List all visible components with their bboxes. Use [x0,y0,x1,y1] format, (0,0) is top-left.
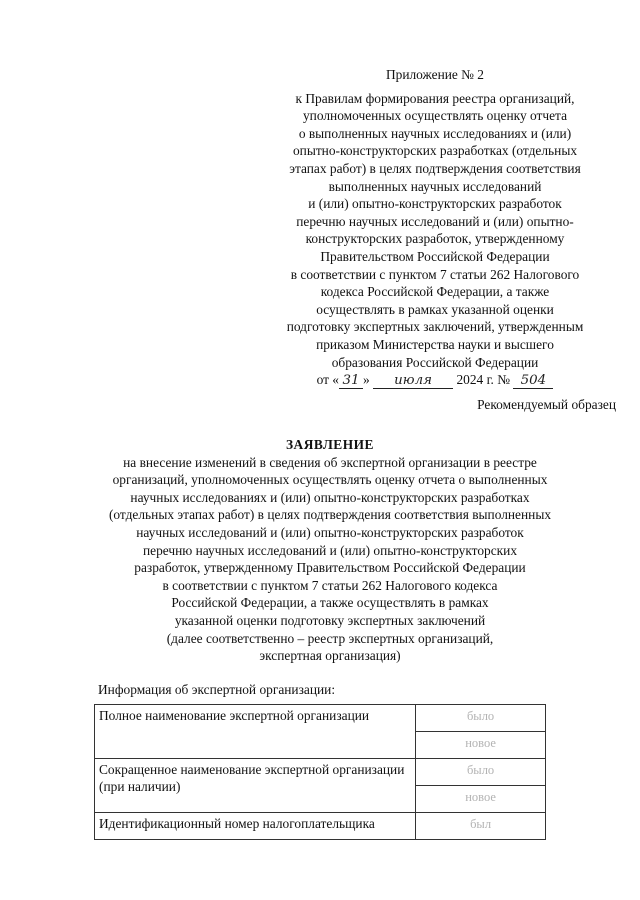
appendix-line: осуществлять в рамках указанной оценки [316,301,554,317]
field-name-full: Полное наименование экспертной организации [95,705,416,759]
statement-title: ЗАЯВЛЕНИЕ [285,437,374,452]
appendix-line: опытно-конструкторских разработках (отдельных [292,143,578,159]
appendix-line: кодекса Российской Федерации, а также [320,284,550,300]
order-date-number [250,371,620,389]
statement-line: Российской Федерации, а также осуществлять в рамках [171,595,489,611]
field-value-new[interactable]: новое [416,732,546,759]
appendix-line: выполненных научных исследований [328,178,542,194]
appendix-line: и (или) опытно-конструкторских разработок [308,196,562,212]
field-value-old[interactable]: было [416,705,546,732]
statement-line: указанной оценки подготовку экспертных заключений [174,612,486,628]
statement-line: (отдельных этапах работ) в целях подтверждения соответствия выполненных [108,507,552,523]
statement-line: в соответствии с пунктом 7 статьи 262 Налогового кодекса [162,577,498,593]
appendix-block [250,66,620,389]
appendix-line: образования Российской Федерации [331,354,539,370]
field-value-old[interactable]: был [416,813,546,840]
statement-line: научных исследованиях и (или) опытно-конструкторских разработках [130,489,530,505]
appendix-line: в соответствии с пунктом 7 статьи 262 Налогового [290,266,580,282]
year-number-label: 2024 г. № [456,372,511,388]
appendix-line: Правительством Российской Федерации [320,248,550,264]
appendix-line: уполномоченных осуществлять оценку отчета [302,108,568,124]
field-name-inn: Идентификационный номер налогоплательщика [95,813,416,840]
statement-line: разработок, утвержденному Правительством Российской Федерации [134,560,526,576]
date-mid: » [363,372,370,388]
statement-line: (далее соответственно – реестр экспертных организаций, [166,630,494,646]
sample-label: Рекомендуемый образец [477,397,616,412]
table-row [95,705,546,732]
statement-block [60,436,600,665]
handwritten-month: июля [373,374,453,389]
field-name-short: Сокращенное наименование экспертной организации (при наличии) [95,759,416,813]
appendix-line: подготовку экспертных заключений, утвержденным [286,319,584,335]
info-section-label: Информация об экспертной организации: [98,682,336,697]
field-value-old[interactable]: было [416,759,546,786]
handwritten-day: 31 [339,374,363,389]
statement-line: научных исследований и (или) опытно-конструкторских разработок [136,524,524,540]
statement-line: на внесение изменений в сведения об экспертной организации в реестре [123,454,537,470]
field-value-new[interactable]: новое [416,786,546,813]
table-row [95,813,546,840]
appendix-line: к Правилам формирования реестра организаций, [295,90,575,106]
appendix-line: о выполненных научных исследованиях и (или) [298,125,572,141]
statement-line: организаций, уполномоченных осуществлять оценку отчета о выполненных [112,472,548,488]
organization-info-table [94,704,546,840]
statement-line: экспертная организация) [259,648,401,664]
appendix-line: приказом Министерства науки и высшего [316,336,554,352]
appendix-line: этапах работ) в целях подтверждения соответствия [289,160,581,176]
appendix-line: конструкторских разработок, утвержденному [305,231,565,247]
handwritten-order-number: 504 [513,374,553,389]
appendix-title: Приложение № 2 [385,67,485,82]
statement-line: перечню научных исследований и (или) опытно-конструкторских [142,542,518,558]
date-prefix: от « [316,372,340,388]
appendix-line: перечню научных исследований и (или) опытно- [296,213,574,229]
table-row [95,759,546,786]
